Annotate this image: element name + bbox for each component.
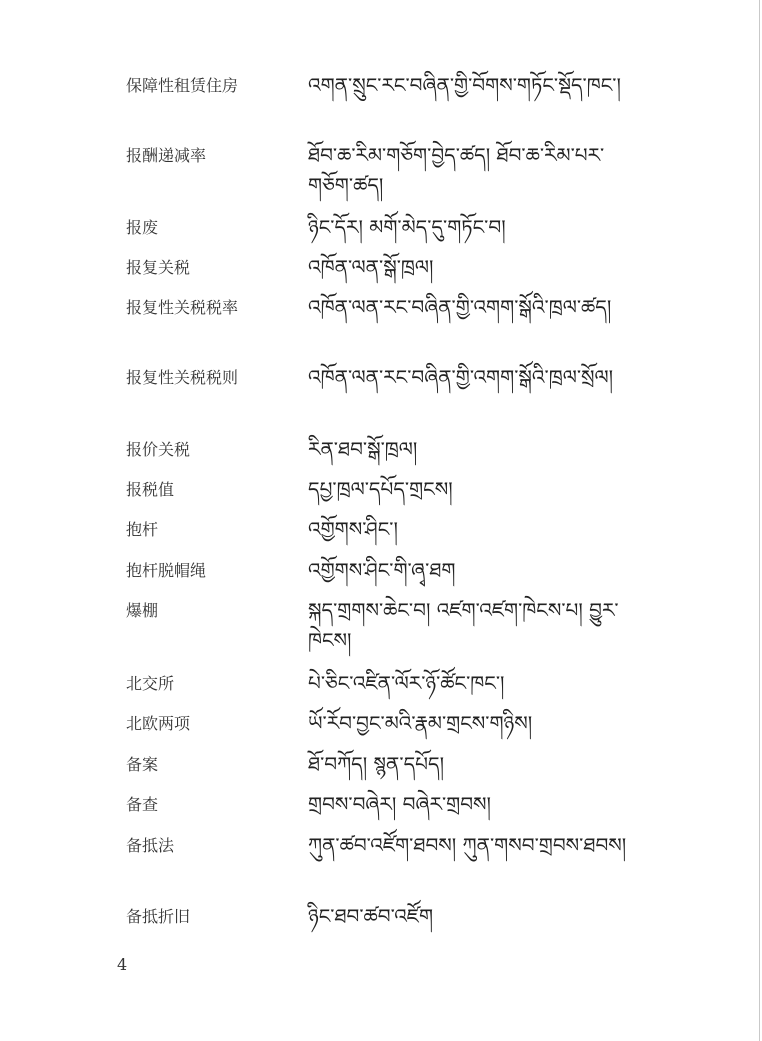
page-edge-rule bbox=[759, 0, 760, 1041]
entry-term: 备抵法 bbox=[126, 836, 175, 855]
entry-definition: ཐོ་བཀོད། སྙན་དཔོད། bbox=[308, 752, 445, 776]
entry-term: 抱杆 bbox=[126, 520, 159, 539]
entry-definition: པེ་ཅིང་འཛིན་ལོར་ཉོ་ཚོང་ཁང་། bbox=[308, 671, 505, 695]
entry-term: 爆棚 bbox=[126, 601, 159, 620]
page-number: 4 bbox=[117, 955, 128, 974]
entry-term: 报税值 bbox=[126, 480, 175, 499]
entry-term: 报复性关税税率 bbox=[126, 298, 239, 317]
entry-definition: འགན་སྲུང་རང་བཞིན་གྱི་བོགས་གཏོང་སྡོད་ཁང་། bbox=[308, 73, 621, 97]
entry-definition: འགྱོགས་ཤིང་། bbox=[308, 517, 398, 541]
entry-term: 抱杆脱帽绳 bbox=[126, 561, 207, 580]
entry-term: 备查 bbox=[126, 795, 159, 814]
entry-definition: འཁོན་ལན་རང་བཞིན་གྱི་འགག་སྒོའི་ཁྲལ་སྲོལ། bbox=[308, 365, 614, 389]
entry-term: 备抵折旧 bbox=[126, 907, 191, 926]
entry-term: 报复关税 bbox=[126, 258, 191, 277]
entry-definition: ཡོ་རོབ་བྱང་མའི་རྣམ་གྲངས་གཉིས། bbox=[308, 711, 533, 735]
entry-definition: ཀུན་ཚབ་འཛོག་ཐབས། ཀུན་གསབ་གྲབས་ཐབས། bbox=[308, 833, 627, 857]
entry-definition: འཁོན་ལན་སྒོ་ཁྲལ། bbox=[308, 255, 434, 279]
entry-definition: དཔྱ་ཁྲལ་དཔོད་གྲངས། bbox=[308, 477, 453, 501]
entry-definition: ཐོབ་ཆ་རིམ་གཅོག་བྱེད་ཚད། ཐོབ་ཆ་རིམ་པར་གཅོག་ཚད། bbox=[308, 143, 605, 197]
entry-definition: གྲབས་བཞེར། བཞེར་གྲབས། bbox=[308, 792, 491, 816]
entry-definition: འགྱོགས་ཤིང་གི་ཞྭ་ཐག bbox=[308, 558, 456, 582]
entry-term: 备案 bbox=[126, 755, 159, 774]
entry-term: 报酬递减率 bbox=[126, 146, 207, 165]
entry-term: 报价关税 bbox=[126, 440, 191, 459]
entry-term: 保障性租赁住房 bbox=[126, 76, 239, 95]
entry-definition: འཁོན་ལན་རང་བཞིན་གྱི་འགག་སྒོའི་ཁྲལ་ཚད། bbox=[308, 295, 612, 319]
entry-term: 报废 bbox=[126, 218, 159, 237]
entry-definition: རིན་ཐབ་སྒོ་ཁྲལ། bbox=[308, 437, 418, 461]
entry-definition: ཉིང་དོར། མགོ་མེད་དུ་གཏོང་བ། bbox=[308, 215, 506, 239]
entry-term: 北交所 bbox=[126, 674, 175, 693]
entry-term: 北欧两项 bbox=[126, 714, 191, 733]
entry-definition: སྐད་གྲགས་ཆེང་བ། འཛག་འཛག་ཁེངས་པ། བྱུར་ཁེངས། bbox=[308, 598, 619, 652]
entry-definition: ཉིང་ཐབ་ཚབ་འཛོག bbox=[308, 904, 434, 928]
entry-term: 报复性关税税则 bbox=[126, 368, 239, 387]
